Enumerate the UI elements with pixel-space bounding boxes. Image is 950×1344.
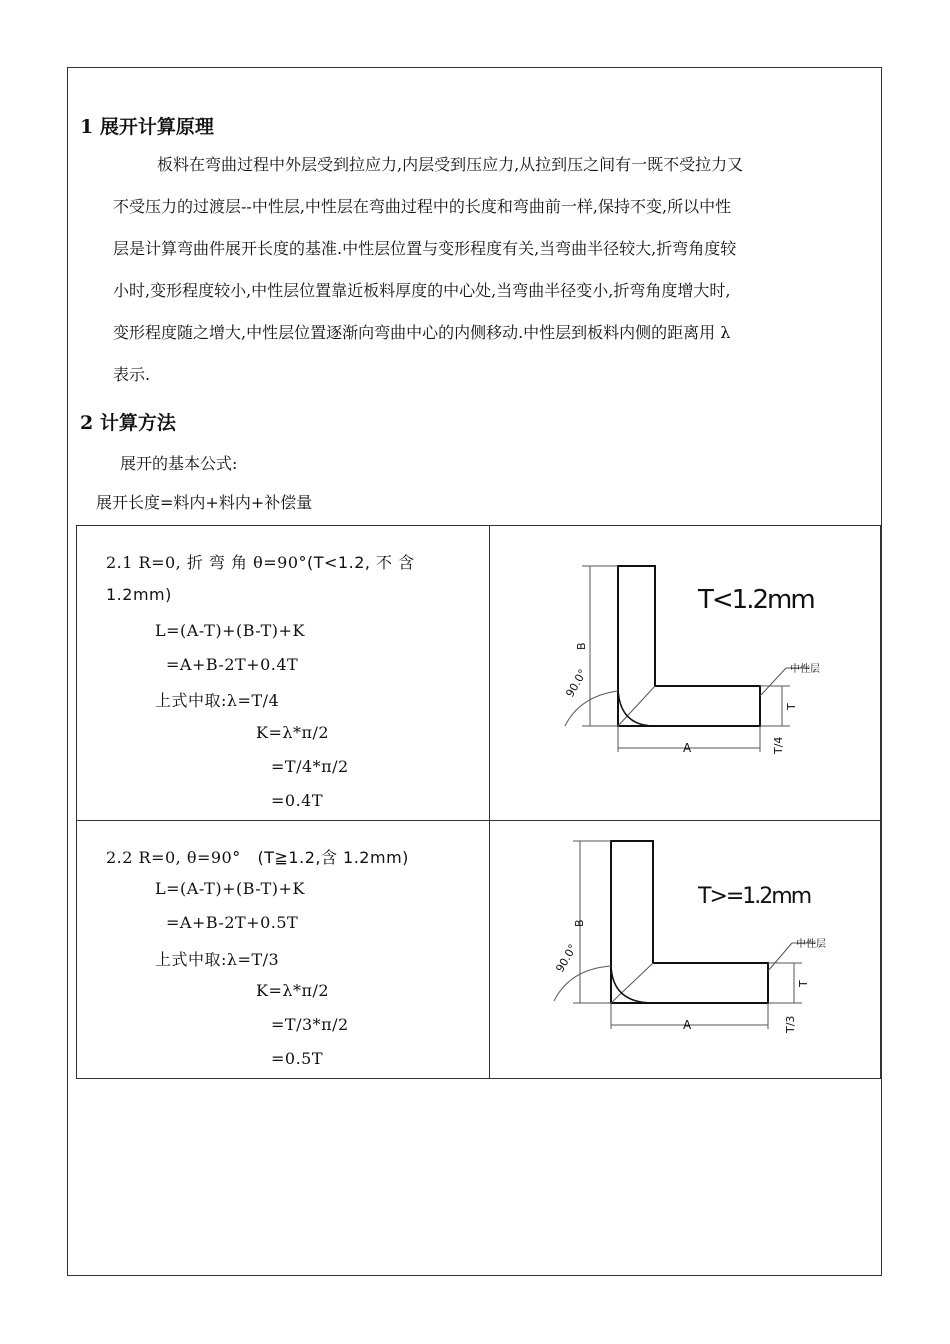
case1-label-angle: 90.0° xyxy=(563,667,590,700)
case2-heading-b: (T≧1.2,含 1.2mm) xyxy=(257,848,409,867)
case1-label-neutral: 中性层 xyxy=(790,664,820,675)
case1-l5: =T/4*π/2 xyxy=(271,757,349,776)
case2-l6: =0.5T xyxy=(271,1049,324,1068)
case2-heading xyxy=(106,845,409,868)
case2-diagram-title: T>=1.2mm xyxy=(698,884,811,909)
case1-row xyxy=(77,526,881,821)
case2-l2: =A+B-2T+0.5T xyxy=(166,913,299,932)
case1-l3: 上式中取:λ=T/4 xyxy=(155,691,280,710)
case2-label-t: T xyxy=(797,980,810,987)
case1-heading-a: 2.1 R=0, 折 弯 角 θ=90° xyxy=(106,553,307,572)
case2-l3: 上式中取:λ=T/3 xyxy=(155,950,280,969)
case2-heading-a: 2.2 R=0, θ=90° xyxy=(106,848,241,867)
case2-diagram xyxy=(490,821,880,1078)
section1-title: 1 展开计算原理 xyxy=(80,116,214,138)
case1-text-cell xyxy=(77,526,490,821)
case2-text-cell xyxy=(77,821,490,1079)
para-line: 表示. xyxy=(113,365,151,384)
case2-label-tk: T/3 xyxy=(784,1015,797,1033)
case2-l5: =T/3*π/2 xyxy=(271,1015,349,1034)
case1-l4: K=λ*π/2 xyxy=(256,723,330,742)
case1-l2: =A+B-2T+0.4T xyxy=(166,655,299,674)
case1-label-a: A xyxy=(683,741,692,755)
section2-title: 2 计算方法 xyxy=(80,412,176,434)
para-line: 板料在弯曲过程中外层受到拉应力,内层受到压应力,从拉到压之间有一既不受拉力又 xyxy=(157,155,744,174)
para-line: 小时,变形程度较小,中性层位置靠近板料厚度的中心处,当弯曲半径变小,折弯角度增大时, xyxy=(113,281,731,300)
case1-diagram-cell xyxy=(490,526,881,821)
formula-main: 展开长度=料内+料内+补偿量 xyxy=(96,493,313,512)
case2-label-a: A xyxy=(683,1018,692,1032)
case2-l4: K=λ*π/2 xyxy=(256,981,330,1000)
case1-heading-c: 1.2mm) xyxy=(106,585,172,604)
case1-l6: =0.4T xyxy=(271,791,324,810)
case2-l1: L=(A-T)+(B-T)+K xyxy=(155,879,305,898)
case1-diagram xyxy=(490,526,880,820)
formula-table xyxy=(76,525,881,1079)
para-line: 变形程度随之增大,中性层位置逐渐向弯曲中心的内侧移动.中性层到板料内侧的距离用 λ xyxy=(113,323,731,342)
case1-diagram-title: T<1.2mm xyxy=(698,585,814,615)
case1-heading-b: (T<1.2, 不 含 xyxy=(307,553,415,572)
para-line: 不受压力的过渡层--中性层,中性层在弯曲过程中的长度和弯曲前一样,保持不变,所以中性 xyxy=(113,197,732,216)
section1-paragraph xyxy=(113,144,867,396)
case2-label-angle: 90.0° xyxy=(553,942,580,975)
case1-l1: L=(A-T)+(B-T)+K xyxy=(155,621,305,640)
case1-label-b: B xyxy=(575,642,588,650)
case1-heading xyxy=(106,550,415,573)
case1-label-t: T xyxy=(785,703,798,710)
case2-row xyxy=(77,821,881,1079)
case2-label-neutral: 中性层 xyxy=(796,939,826,950)
case2-diagram-cell xyxy=(490,821,881,1079)
case1-label-tk: T/4 xyxy=(772,736,785,754)
case2-label-b: B xyxy=(573,919,586,927)
formula-intro: 展开的基本公式: xyxy=(120,454,238,473)
para-line: 层是计算弯曲件展开长度的基准.中性层位置与变形程度有关,当弯曲半径较大,折弯角度较 xyxy=(113,239,737,258)
